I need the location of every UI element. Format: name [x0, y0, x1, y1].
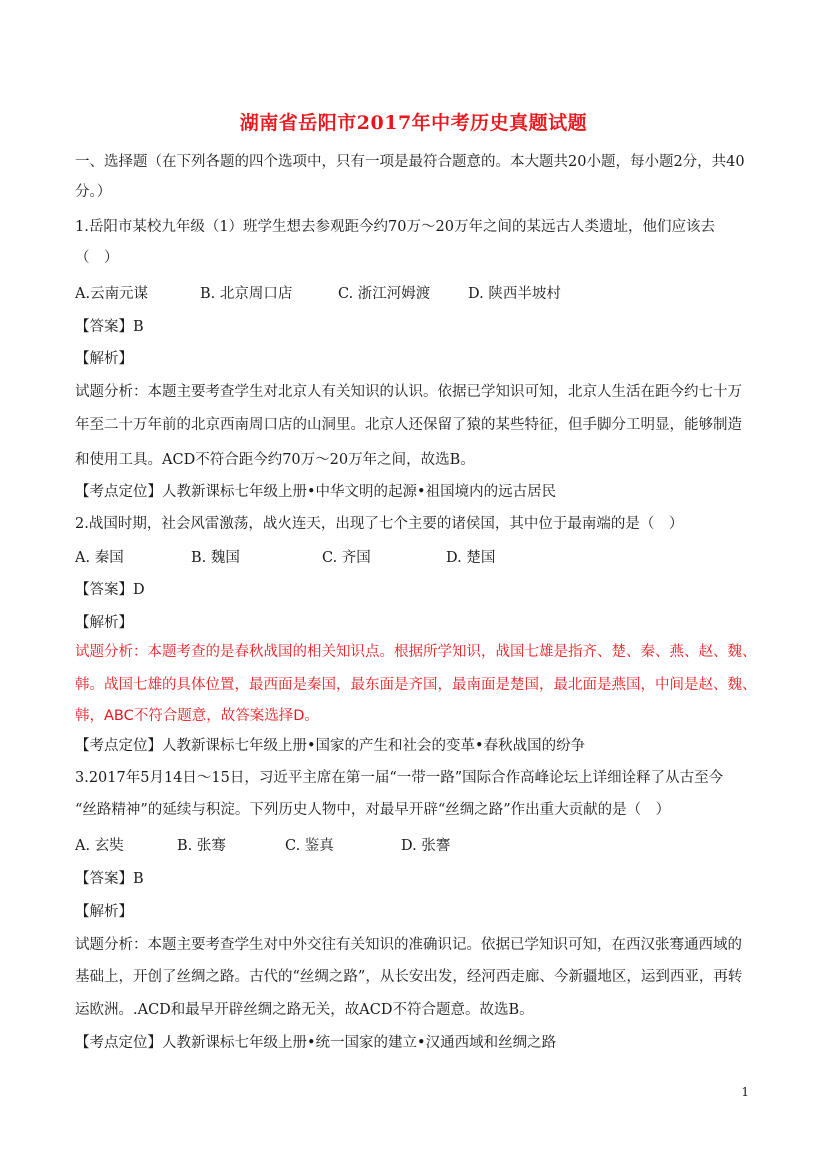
question-2-analysis-line3: 韩，ABC不符合题意，故答案选择D。: [75, 708, 319, 724]
question-1-answer: 【答案】B: [75, 319, 144, 335]
question-2-answer: 【答案】D: [75, 582, 145, 598]
question-3-analysis-label: 【解析】: [75, 904, 133, 920]
option-c: C. 齐国: [322, 550, 371, 566]
question-3-stem: 3.2017年5月14日～15日，习近平主席在第一届“一带一路”国际合作高峰论坛上详细诠释了从古至今: [75, 770, 724, 786]
option-b: B. 北京周口店: [200, 286, 293, 302]
option-a: A. 秦国: [75, 550, 124, 566]
question-1-analysis-line2: 年至二十万年前的北京西南周口店的山洞里。北京人还保留了猿的某些特征，但手脚分工明显，能够制造: [75, 417, 742, 433]
question-1-analysis-line1: 试题分析：本题主要考查学生对北京人有关知识的认识。依据已学知识可知，北京人生活在距今约七十万: [75, 384, 742, 400]
question-2-analysis-label: 【解析】: [75, 615, 133, 631]
option-d: D. 张謇: [401, 838, 451, 854]
question-3-analysis-line1: 试题分析：本题主要考查学生对中外交往有关知识的准确识记。依据已学知识可知，在西汉张骞通西域的: [75, 937, 742, 953]
option-c: C. 鉴真: [285, 838, 334, 854]
section-instructions-line1: 一、选择题（在下列各题的四个选项中，只有一项是最符合题意的。本大题共20小题，每小题2分，共40: [75, 154, 745, 170]
option-d: D. 楚国: [446, 550, 496, 566]
question-3-answer: 【答案】B: [75, 871, 144, 887]
option-c: C. 浙江河姆渡: [338, 286, 431, 302]
question-2-knowledge-point: 【考点定位】人教新课标七年级上册•国家的产生和社会的变革•春秋战国的纷争: [75, 738, 586, 754]
question-3-stem-line2: “丝路精神”的延续与积淀。下列历史人物中，对最早开辟“丝绸之路”作出重大贡献的是（ ）: [75, 802, 671, 818]
question-1-analysis-label: 【解析】: [75, 351, 133, 367]
question-1-stem: 1.岳阳市某校九年级（1）班学生想去参观距今约70万～20万年之间的某远古人类遗址，他们应该去: [75, 219, 715, 235]
question-3-options: [75, 836, 765, 856]
option-a: A. 玄奘: [75, 838, 124, 854]
question-3-knowledge-point: 【考点定位】人教新课标七年级上册•统一国家的建立•汉通西域和丝绸之路: [75, 1035, 557, 1051]
question-2-analysis-line1: 试题分析：本题考查的是春秋战国的相关知识点。根据所学知识，战国七雄是指齐、楚、秦、燕、赵、魏、: [75, 644, 757, 660]
page-number: 1: [741, 1085, 749, 1099]
option-b: B. 张骞: [177, 838, 226, 854]
question-2-analysis-line2: 韩。战国七雄的具体位置，最西面是秦国，最东面是齐国，最南面是楚国，最北面是燕国，中间是赵、魏、: [75, 677, 757, 693]
question-1-options: [75, 284, 765, 304]
question-1-analysis-line3: 和使用工具。ACD不符合距今约70万～20万年之间，故选B。: [75, 452, 475, 468]
option-d: D. 陕西半坡村: [468, 286, 561, 302]
question-1-blank: （ ）: [75, 250, 119, 266]
question-3-analysis-line3: 运欧洲。.ACD和最早开辟丝绸之路无关，故ACD不符合题意。故选B。: [75, 1002, 534, 1018]
page-title: 湖南省岳阳市2017年中考历史真题试题: [239, 112, 588, 134]
question-3-analysis-line2: 基础上，开创了丝绸之路。古代的“丝绸之路”，从长安出发，经河西走廊、今新疆地区，运到西亚，再转: [75, 969, 743, 985]
question-2-stem: 2.战国时期，社会风雷激荡，战火连天，出现了七个主要的诸侯国，其中位于最南端的是（ ）: [75, 516, 684, 532]
question-1-knowledge-point: 【考点定位】人教新课标七年级上册•中华文明的起源•祖国境内的远古居民: [75, 484, 557, 500]
section-instructions-line2: 分。）: [75, 184, 112, 200]
option-a: A.云南元谋: [75, 286, 149, 302]
option-b: B. 魏国: [191, 550, 240, 566]
question-2-options: [75, 548, 765, 568]
